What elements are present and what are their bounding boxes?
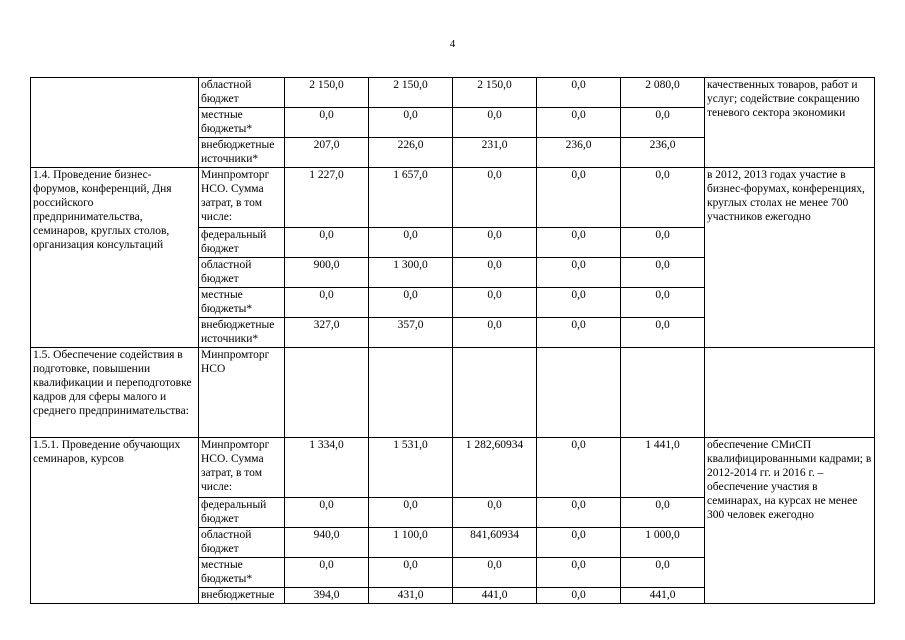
value-cell: [537, 348, 621, 438]
value-cell: 900,0: [285, 258, 369, 288]
value-cell: 0,0: [537, 588, 621, 604]
value-cell: 431,0: [369, 588, 453, 604]
funding-source-cell: внебюджетные: [199, 588, 285, 604]
value-cell: [453, 348, 537, 438]
value-cell: 441,0: [621, 588, 705, 604]
value-cell: 0,0: [537, 258, 621, 288]
result-cell: [705, 348, 875, 438]
value-cell: [369, 348, 453, 438]
value-cell: 0,0: [537, 288, 621, 318]
value-cell: 0,0: [621, 108, 705, 138]
value-cell: 0,0: [369, 288, 453, 318]
funding-source-cell: местные бюджеты*: [199, 558, 285, 588]
value-cell: 0,0: [285, 108, 369, 138]
value-cell: 0,0: [621, 258, 705, 288]
value-cell: 0,0: [537, 78, 621, 108]
value-cell: [285, 348, 369, 438]
value-cell: 1 227,0: [285, 168, 369, 228]
value-cell: 0,0: [621, 558, 705, 588]
value-cell: 0,0: [369, 558, 453, 588]
value-cell: 1 441,0: [621, 438, 705, 498]
value-cell: 441,0: [453, 588, 537, 604]
value-cell: 231,0: [453, 138, 537, 168]
funding-source-cell: Минпромторг НСО. Сумма затрат, в том числе:: [199, 438, 285, 498]
funding-source-cell: внебюджетные источники*: [199, 138, 285, 168]
value-cell: 0,0: [537, 528, 621, 558]
value-cell: 0,0: [285, 228, 369, 258]
value-cell: 0,0: [453, 498, 537, 528]
page-number: 4: [449, 38, 456, 50]
activity-cell: 1.4. Проведение бизнес-форумов, конференций, Дня российского предпринимательства, семинаров, круглых столов, организация консультаций: [31, 168, 199, 348]
table-row: [31, 348, 875, 438]
value-cell: 0,0: [453, 228, 537, 258]
funding-source-cell: внебюджетные источники*: [199, 318, 285, 348]
value-cell: 1 531,0: [369, 438, 453, 498]
value-cell: 0,0: [537, 108, 621, 138]
value-cell: 0,0: [369, 498, 453, 528]
result-cell: качественных товаров, работ и услуг; содействие сокращению теневого сектора экономики: [705, 78, 875, 168]
value-cell: 1 282,60934: [453, 438, 537, 498]
funding-source-cell: областной бюджет: [199, 258, 285, 288]
value-cell: 2 150,0: [453, 78, 537, 108]
funding-source-cell: федеральный бюджет: [199, 498, 285, 528]
value-cell: 1 000,0: [621, 528, 705, 558]
program-table: [30, 77, 875, 604]
value-cell: 0,0: [453, 318, 537, 348]
funding-source-cell: областной бюджет: [199, 78, 285, 108]
value-cell: 0,0: [537, 498, 621, 528]
value-cell: 0,0: [537, 558, 621, 588]
value-cell: 1 100,0: [369, 528, 453, 558]
value-cell: 940,0: [285, 528, 369, 558]
value-cell: 394,0: [285, 588, 369, 604]
value-cell: 0,0: [537, 438, 621, 498]
funding-source-cell: областной бюджет: [199, 528, 285, 558]
value-cell: 0,0: [621, 168, 705, 228]
value-cell: 0,0: [285, 288, 369, 318]
value-cell: 0,0: [621, 228, 705, 258]
value-cell: 2 150,0: [369, 78, 453, 108]
activity-cell: 1.5.1. Проведение обучающих семинаров, курсов: [31, 438, 199, 604]
funding-source-cell: федеральный бюджет: [199, 228, 285, 258]
value-cell: 236,0: [537, 138, 621, 168]
value-cell: 0,0: [453, 288, 537, 318]
value-cell: 2 150,0: [285, 78, 369, 108]
value-cell: 0,0: [285, 498, 369, 528]
value-cell: 0,0: [537, 318, 621, 348]
value-cell: 1 300,0: [369, 258, 453, 288]
value-cell: 0,0: [453, 168, 537, 228]
funding-source-cell: Минпромторг НСО: [199, 348, 285, 438]
value-cell: 1 657,0: [369, 168, 453, 228]
value-cell: 0,0: [537, 228, 621, 258]
table-row: [31, 78, 875, 108]
value-cell: 207,0: [285, 138, 369, 168]
activity-cell: [31, 78, 199, 168]
value-cell: 841,60934: [453, 528, 537, 558]
value-cell: 0,0: [537, 168, 621, 228]
funding-source-cell: Минпромторг НСО. Сумма затрат, в том числе:: [199, 168, 285, 228]
value-cell: 0,0: [621, 288, 705, 318]
funding-source-cell: местные бюджеты*: [199, 288, 285, 318]
table-row: [31, 438, 875, 498]
funding-source-cell: местные бюджеты*: [199, 108, 285, 138]
value-cell: 0,0: [453, 258, 537, 288]
value-cell: 0,0: [369, 228, 453, 258]
value-cell: 327,0: [285, 318, 369, 348]
value-cell: 357,0: [369, 318, 453, 348]
value-cell: 0,0: [621, 498, 705, 528]
value-cell: [621, 348, 705, 438]
value-cell: 226,0: [369, 138, 453, 168]
result-cell: обеспечение СМиСП квалифицированными кадрами; в 2012-2014 гг. и 2016 г. – обеспечение участия в семинарах, на курсах не менее 300 человек ежегодно: [705, 438, 875, 604]
value-cell: 1 334,0: [285, 438, 369, 498]
value-cell: 0,0: [369, 108, 453, 138]
table-row: [31, 168, 875, 228]
value-cell: 0,0: [453, 108, 537, 138]
value-cell: 0,0: [453, 558, 537, 588]
value-cell: 2 080,0: [621, 78, 705, 108]
value-cell: 0,0: [621, 318, 705, 348]
activity-cell: 1.5. Обеспечение содействия в подготовке, повышении квалификации и переподготовке кадров для сферы малого и среднего предпринимательства:: [31, 348, 199, 438]
value-cell: 236,0: [621, 138, 705, 168]
value-cell: 0,0: [285, 558, 369, 588]
result-cell: в 2012, 2013 годах участие в бизнес-форумах, конференциях, круглых столах не менее 700 участников ежегодно: [705, 168, 875, 348]
